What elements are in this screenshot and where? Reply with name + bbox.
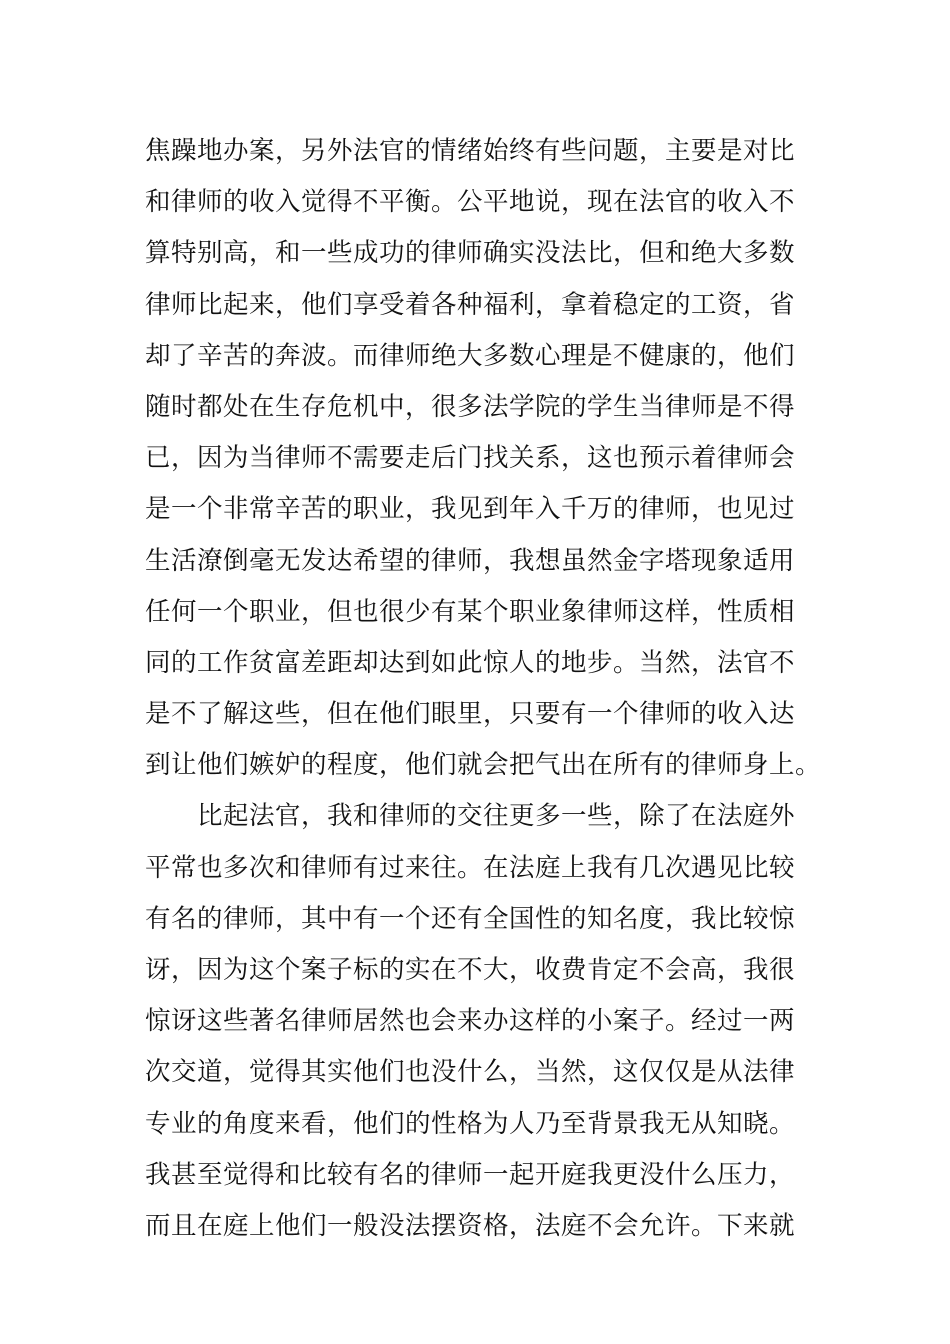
text-line: 我甚至觉得和比较有名的律师一起开庭我更没什么压力，	[145, 1159, 796, 1190]
text-line: 随时都处在生存危机中，很多法学院的学生当律师是不得	[145, 391, 796, 422]
text-line: 讶，因为这个案子标的实在不大，收费肯定不会高，我很	[145, 955, 796, 985]
text-line: 平常也多次和律师有过来往。在法庭上我有几次遇见比较	[145, 852, 796, 883]
text-line: 是不了解这些，但在他们眼里，只要有一个律师的收入达	[145, 699, 796, 730]
text-line: 律师比起来，他们享受着各种福利，拿着稳定的工资，省	[145, 289, 796, 320]
text-line: 而且在庭上他们一般没法摆资格，法庭不会允许。下来就	[145, 1210, 796, 1241]
text-line: 到让他们嫉妒的程度，他们就会把气出在所有的律师身上。	[145, 750, 822, 781]
body-text	[145, 126, 822, 1252]
text-line: 是一个非常辛苦的职业，我见到年入千万的律师，也见过	[145, 494, 796, 525]
text-line: 次交道，觉得其实他们也没什么，当然，这仅仅是从法律	[145, 1057, 796, 1088]
text-line: 专业的角度来看，他们的性格为人乃至背景我无从知晓。	[145, 1108, 796, 1139]
text-line: 同的工作贫富差距却达到如此惊人的地步。当然，法官不	[145, 647, 796, 678]
text-line: 焦躁地办案，另外法官的情绪始终有些问题，主要是对比	[145, 136, 796, 166]
text-line: 已，因为当律师不需要走后门找关系，这也预示着律师会	[145, 443, 796, 474]
text-line: 有名的律师，其中有一个还有全国性的知名度，我比较惊	[145, 903, 796, 934]
text-line: 算特别高，和一些成功的律师确实没法比，但和绝大多数	[145, 238, 796, 269]
text-line: 生活潦倒毫无发达希望的律师，我想虽然金字塔现象适用	[145, 545, 796, 576]
text-line: 却了辛苦的奔波。而律师绝大多数心理是不健康的，他们	[145, 340, 796, 371]
paragraph-start-line: 比起法官，我和律师的交往更多一些，除了在法庭外	[197, 801, 796, 832]
text-line: 任何一个职业，但也很少有某个职业象律师这样，性质相	[145, 596, 796, 627]
text-line: 惊讶这些著名律师居然也会来办这样的小案子。经过一两	[145, 1006, 796, 1037]
text-line: 和律师的收入觉得不平衡。公平地说，现在法官的收入不	[145, 187, 796, 218]
